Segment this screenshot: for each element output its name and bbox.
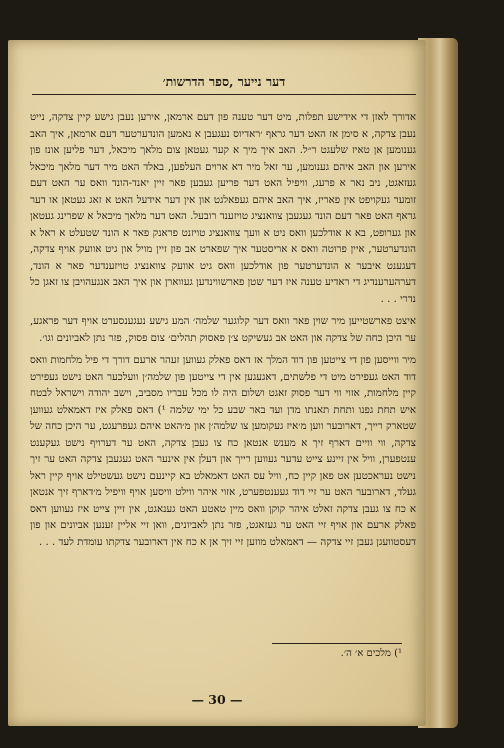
running-header: דער נייער ,ספר הדרשות׳: [32, 74, 416, 95]
page-body: [30, 110, 416, 551]
page-number: — 30 —: [191, 692, 243, 707]
paragraph: איצט פארשטייען מיר שוין פאר וואס דער קלוגער שלמה׳ המע גישע נעגענסערט אויף דער פראגע, ער היכן כחה של צדקה און האט אב געשיקט צ׳ן פאסוק תהלים׳ צום פסוק, פזר נתן לאביונים וגו׳.: [30, 316, 416, 344]
footnote-divider: [272, 643, 402, 644]
paragraph: אדורך לאזן די אידישע תפלות, מיט דער טענה פון דעם ארמאן, אירען נעבן גישע קיין צדקה, נייט נעבן צדקה, א סימן אז האט דער גראף ׳ראדיוס נעגעבן א נאמען הונדערטער דעם ארמאן, איך האב גענומען אן טאיז שלעגט ר״ל. האב איך מיך א קער געטאן צום מלאך מיכאל, דער פליען אונז פון אירען און האב איהם גענומען, ער זאל מיר דא ארוים העלפען, באלד האט מיר דער מלאך מיכאל געזאגט, ניב נאר א פרעג, וויפיל האט דער פריען געבען פאר זיין יאנד-הונד וואס ער האט דעם זומער געקויפט אין פאריז, איך האב איהם געפאלגט און אין דער אידעל האט א זאג געטאן או דער גראף האט פאר דעם הונד געגעבן צוואנציג טויזענד רובעל. האט דער מלאך מיכאל א שפרינג געטאן און גערופט, בא א אודלכען וואס ניט א וועך צוואנציג טויזנט פראנק פאר א הונד שטעלט א ראל א הונדערטער, איין פרוטה וואס א אריסטער איך שפארט אב פון זיין מויל און גיט אוועק אויף צדקה, דעגענט איבער א הונדערטער פון אודלכען וואס גיט אוועק צוואנציג טויזענדער פאר א הונד, דערהערענדיג די ראדיע טענה איז דער שטן פארשווינדען געווארן און איך האב אנגעהויבן צו זאגן כל נדרי . . .: [30, 112, 416, 305]
book-page: [8, 40, 426, 726]
paragraph: מיר ווייסען פון די צייטען פון דוד המלך אז דאס פאלק געווען זעהר ארעם דורך די פיל מלחמות וואס דוד האט געפירט מיט די פלשתים, דאגעגען אין די צייטען פון שלמה׳ן וועלכער האט נישט געפירט קיין מלחמות, אזוי ווי דער פסוק זאגט ושלום היה לו מכל עבריו מסביב, וישב יהודה וישראל לבטח איש תחת גפנו ותחת תאנתו מדן ועד באר שבע כל ימי שלמה ¹) דאס פאלק איז דאמאלט געווען שטארק רייך, דארובער ווען מ׳איז געקומען צו שלמה׳ן און מ׳האט איהם געפרעגט, ער היכן כחה של צדקה, ווי וויים דארף זיך א מענש אנטאן כח צו געבן צדקה, האט ער דערויף נישט געקענט ענטפערן, וויל אין זיינע צייט עדער געווען רייך און דעלן אין אינער האט געגעבן צדקה האט ער זיך נישט נעראכטען אט פאן קיין כח, וויל עס האט דאמאלט בא קיינעם נישט געשטילט אויף קיין ראל געלד, דארובער האט ער זיי דוד געענטפערט, אזוי איהר ווילט וויסען אויף וויפיל מ׳דארף זיך אנטאן א כח צו געבן צדקה זאלט איהר קוקן וואס מיין טאטע האט גענאגט, אין זיין צייט איז געווען דאס פאלק ארעם און אויף זיי האט ער געזאגט, פזר נתן לאביונים, וואן זיי אליין זענען אביונים און פון דעסטוועגן געבן זיי צדקה — דאמאלט מוזען זיי זיך אן א כח אין דארובער צדקתו עומדת לעד . . .: [30, 355, 416, 548]
footnote: ¹) מלכים א׳ ה׳.: [340, 648, 402, 659]
